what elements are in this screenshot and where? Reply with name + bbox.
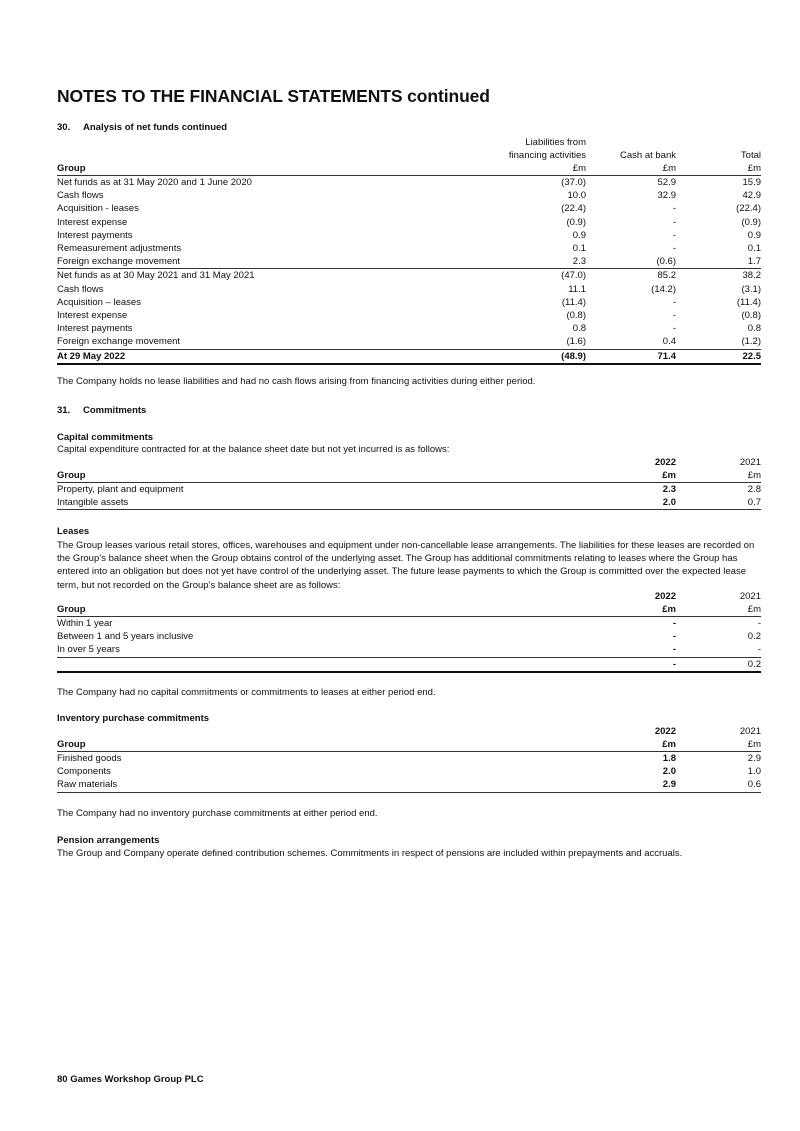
row-label: Foreign exchange movement [57, 336, 181, 348]
total-2022: - [576, 657, 676, 672]
cell-cash: - [672, 229, 676, 241]
row-label: Acquisition - leases [57, 203, 139, 215]
capital-commitments-table [57, 456, 761, 510]
table-header-row [57, 738, 761, 752]
table-row [57, 176, 761, 190]
table-header-row [57, 725, 761, 738]
table-row [57, 229, 761, 242]
note-30-title: Analysis of net funds continued [83, 122, 228, 133]
cell-liabilities: (47.0) [471, 269, 586, 283]
row-label: In over 5 years [57, 644, 120, 656]
cell-liabilities: 0.8 [572, 323, 586, 335]
cell-cash: (14.2) [651, 283, 676, 295]
table-header-row [57, 162, 761, 176]
cell-2021: 0.6 [676, 778, 761, 792]
cell-total: (0.8) [741, 310, 761, 322]
cell-total: 38.2 [676, 269, 761, 283]
year-2021: 2021 [739, 457, 761, 468]
total-label: At 29 May 2022 [57, 349, 471, 364]
cell-cash: 85.2 [586, 269, 676, 283]
net-funds-table [57, 136, 761, 365]
row-label: Between 1 and 5 years inclusive [57, 631, 194, 643]
cell-total: 1.7 [747, 256, 761, 268]
col-header-liabilities-line2: financing activities [508, 150, 586, 161]
cell-2021: - [757, 618, 761, 629]
table-row [57, 309, 761, 322]
cell-cash: 52.9 [657, 177, 676, 188]
unit-label: £m [676, 738, 761, 752]
row-label: Net funds as at 30 May 2021 and 31 May 2021 [57, 269, 471, 283]
cell-2022: 2.0 [662, 766, 676, 778]
year-2022: 2022 [654, 591, 676, 602]
row-label: Raw materials [57, 778, 576, 792]
cell-total: (3.1) [741, 283, 761, 295]
unit-label: £m [576, 738, 676, 752]
cell-liabilities: 2.3 [572, 256, 586, 268]
cell-2022: 1.8 [662, 753, 676, 764]
row-label: Finished goods [57, 753, 122, 764]
cell-cash: - [672, 296, 676, 308]
table-header-row [57, 456, 761, 469]
leases-text: The Group leases various retail stores, offices, warehouses and equipment under non-cancellable lease arrangements. The liabilities for these leases are recorded on the Group’s balance sheet when the Group obtains control of the underlying asset. The Group has additional commitments relating to leases where the Group has entered into an obligation but does not yet have control of the underlying asset. The future lease payments to which the Group is committed over the expected lease term, but not recorded on the Group’s balance sheet are as follows: [57, 540, 755, 591]
cell-2022: - [672, 618, 676, 629]
table-total-row [57, 349, 761, 364]
total-2021: 0.2 [676, 657, 761, 672]
table-row [57, 617, 761, 631]
row-label: Net funds as at 31 May 2020 and 1 June 2020 [57, 177, 252, 188]
cell-2021: 0.7 [676, 496, 761, 510]
cell-liabilities: 0.1 [572, 243, 586, 255]
row-label: Cash flows [57, 190, 104, 202]
group-label: Group [57, 738, 576, 752]
table-header-row [57, 603, 761, 617]
cell-cash: - [672, 323, 676, 335]
cell-total: 15.9 [742, 177, 761, 188]
unit-label: £m [676, 162, 761, 176]
col-header-liabilities-line1: Liabilities from [525, 137, 586, 148]
table-row [57, 765, 761, 778]
row-label: Within 1 year [57, 618, 113, 629]
cell-2022: 2.0 [576, 496, 676, 510]
row-label: Cash flows [57, 283, 104, 295]
total-liabilities: (48.9) [471, 349, 586, 364]
capital-commitments-intro: Capital expenditure contracted for at the balance sheet date but not yet incurred is as follows: [57, 444, 450, 455]
col-header-total: Total [740, 150, 761, 161]
year-2022: 2022 [654, 726, 676, 737]
page-footer: 80 Games Workshop Group PLC [57, 1074, 204, 1085]
inventory-footnote: The Company had no inventory purchase commitments at either period end. [57, 808, 378, 819]
row-label: Property, plant and equipment [57, 484, 184, 495]
cell-2022: - [672, 631, 676, 643]
table-header-row [57, 590, 761, 603]
table-header-row [57, 136, 761, 149]
table-row [57, 242, 761, 255]
cell-2021: 0.2 [747, 631, 761, 643]
cell-cash: 32.9 [657, 190, 676, 202]
cell-liabilities: 10.0 [567, 190, 586, 202]
unit-label: £m [676, 469, 761, 483]
unit-label: £m [576, 469, 676, 483]
note-30-heading [57, 122, 761, 133]
cell-liabilities: (37.0) [561, 177, 586, 188]
table-row [57, 483, 761, 497]
cell-2021: 2.8 [747, 484, 761, 495]
cell-cash: - [672, 243, 676, 255]
table-row [57, 283, 761, 296]
inventory-commitments-heading: Inventory purchase commitments [57, 713, 210, 724]
cell-2022: 2.3 [662, 484, 676, 495]
table-row [57, 255, 761, 269]
total-cash: 71.4 [586, 349, 676, 364]
cell-2021: 1.0 [747, 766, 761, 778]
year-2021: 2021 [739, 726, 761, 737]
table-row [57, 778, 761, 792]
cell-total: 0.1 [747, 243, 761, 255]
cell-cash: - [672, 203, 676, 215]
row-label: Acquisition – leases [57, 296, 141, 308]
table-row [57, 269, 761, 283]
cell-2022: 2.9 [576, 778, 676, 792]
year-2022: 2022 [654, 457, 676, 468]
inventory-commitments-table [57, 725, 761, 793]
unit-label: £m [471, 162, 586, 176]
cell-liabilities: (0.9) [566, 216, 586, 228]
cell-total: (0.9) [741, 216, 761, 228]
row-label: Interest payments [57, 229, 133, 241]
cell-cash: 0.4 [662, 336, 676, 348]
cell-total: 42.9 [742, 190, 761, 202]
row-label: Interest expense [57, 216, 128, 228]
cell-liabilities: (11.4) [561, 296, 586, 308]
cell-liabilities: 0.9 [572, 229, 586, 241]
table-row [57, 496, 761, 510]
row-label: Components [57, 766, 111, 778]
capital-commitments-heading: Capital commitments [57, 432, 154, 443]
table-row [57, 643, 761, 657]
table-row [57, 216, 761, 229]
row-label: Interest expense [57, 310, 128, 322]
table-row [57, 189, 761, 202]
note-30-number: 30. [57, 122, 71, 133]
unit-label: £m [676, 603, 761, 617]
cell-liabilities: (1.6) [566, 336, 586, 348]
group-label: Group [57, 469, 576, 483]
table-row [57, 335, 761, 349]
col-header-cash-at-bank: Cash at bank [620, 150, 676, 161]
row-label: Intangible assets [57, 496, 576, 510]
table-row [57, 322, 761, 335]
cell-cash: - [672, 216, 676, 228]
cell-total: 0.9 [747, 229, 761, 241]
note-31-title: Commitments [83, 405, 147, 416]
leases-table [57, 590, 761, 673]
cell-2021: 2.9 [747, 753, 761, 764]
row-label: Remeasurement adjustments [57, 243, 182, 255]
cell-2022: - [672, 644, 676, 656]
note-30-footnote: The Company holds no lease liabilities and had no cash flows arising from financing activities during either period. [57, 376, 536, 387]
unit-label: £m [586, 162, 676, 176]
note-31-heading [57, 405, 761, 416]
pension-text: The Group and Company operate defined contribution schemes. Commitments in respect of pensions are included within prepayments and accruals. [57, 848, 683, 859]
cell-cash: - [672, 310, 676, 322]
row-label: Foreign exchange movement [57, 256, 181, 268]
table-row [57, 752, 761, 766]
note-31-number: 31. [57, 405, 71, 416]
cell-liabilities: 11.1 [568, 283, 586, 295]
cell-cash: (0.6) [656, 256, 676, 268]
cell-total: (11.4) [736, 296, 761, 308]
group-label: Group [57, 603, 576, 617]
table-total-row [57, 657, 761, 672]
table-header-row [57, 469, 761, 483]
cell-total: (1.2) [741, 336, 761, 348]
row-label: Interest payments [57, 323, 133, 335]
group-label: Group [57, 162, 471, 176]
cell-2021: - [757, 644, 761, 656]
table-row [57, 202, 761, 215]
cell-total: (22.4) [736, 203, 761, 215]
page-title: NOTES TO THE FINANCIAL STATEMENTS continued [57, 86, 490, 106]
cell-liabilities: (22.4) [561, 203, 586, 215]
leases-footnote: The Company had no capital commitments or commitments to leases at either period end. [57, 687, 436, 698]
unit-label: £m [576, 603, 676, 617]
cell-total: 0.8 [747, 323, 761, 335]
pension-heading: Pension arrangements [57, 835, 160, 846]
leases-heading: Leases [57, 526, 90, 537]
table-row [57, 296, 761, 309]
total-total: 22.5 [676, 349, 761, 364]
table-header-row [57, 149, 761, 162]
cell-liabilities: (0.8) [566, 310, 586, 322]
year-2021: 2021 [739, 591, 761, 602]
table-row [57, 630, 761, 643]
